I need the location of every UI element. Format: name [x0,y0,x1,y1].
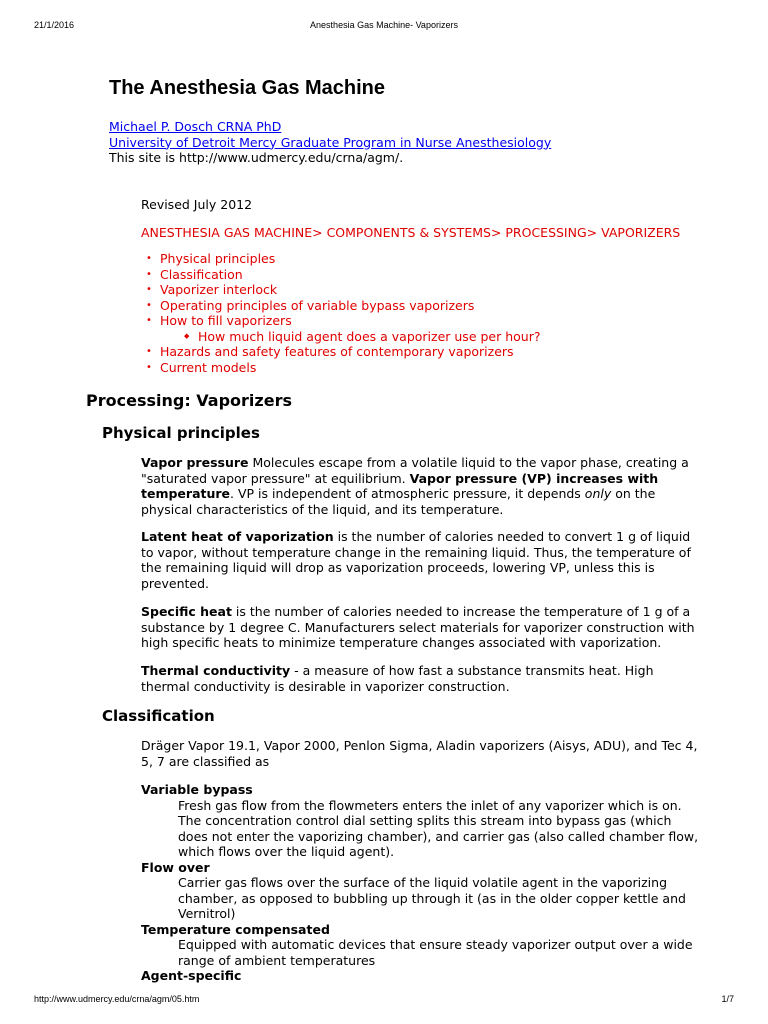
toc-item-hazards[interactable]: • Hazards and safety features of contemporary vaporizers [160,344,701,360]
term-specific-heat: Specific heat [141,604,232,619]
toc-item-label[interactable]: How to fill vaporizers [160,313,292,328]
term-flow-over: Flow over [141,859,210,875]
para-latent-heat [141,529,701,591]
bold-span: Vapor pressure (VP) increases with temperature [141,470,659,501]
term-thermal-conductivity: Thermal conductivity [141,663,291,678]
term-vapor-pressure: Vapor pressure [141,455,249,470]
toc-item-how-to-fill[interactable] [160,313,701,344]
revised-date: Revised July 2012 [141,197,253,212]
emphasis-span: only [584,486,612,501]
breadcrumb[interactable]: ANESTHESIA GAS MACHINE> COMPONENTS & SYSTEMS> PROCESSING> VAPORIZERS [141,224,681,240]
def-flow-over: Carrier gas flows over the surface of the liquid volatile agent in the vaporizing chamber, as opposed to bubbling up through it (as in the older copper kettle and Vernitrol) [178,875,686,921]
term-variable-bypass: Variable bypass [141,782,253,797]
para-vapor-pressure [141,455,701,517]
def-variable-bypass: Fresh gas flow from the flowmeters enters the inlet of any vaporizer which is on. The concentration control dial setting splits this stream into bypass gas (which does not enter the vaporizing chamber), and carrier gas (also called chamber flow, which flows over the liquid agent). [178,797,699,859]
toc-item-operating-principles[interactable]: • Operating principles of variable bypass vaporizers [160,298,701,314]
program-link[interactable]: University of Detroit Mercy Graduate Program in Nurse Anesthesiology [109,134,552,150]
toc-item-physical-principles[interactable]: • Physical principles [160,251,701,267]
intro-block [141,197,701,375]
toc-item-classification[interactable]: • Classification [160,267,701,283]
text-span: . VP is independent of atmospheric pressure, it depends [230,486,585,501]
term-temperature-compensated: Temperature compensated [141,921,330,937]
term-latent-heat: Latent heat of vaporization [141,529,334,544]
heading-physical-principles: Physical principles [102,424,260,442]
site-url-text: This site is http://www.udmercy.edu/crna/agm/. [109,150,404,165]
text-span: on the physical characteristics of the liquid, and its temperature. [141,486,656,517]
credits [109,119,551,166]
para-specific-heat [141,604,701,651]
toc-sublist [160,329,701,345]
def-temperature-compensated: Equipped with automatic devices that ensure steady vaporizer output over a wide range of ambient temperatures [178,937,693,968]
print-date: 21/1/2016 [34,20,75,30]
toc-item-vaporizer-interlock[interactable]: • Vaporizer interlock [160,282,701,298]
term-agent-specific: Agent-specific [141,968,242,983]
site-title: The Anesthesia Gas Machine [109,77,386,99]
author-link[interactable]: Michael P. Dosch CRNA PhD [109,119,282,134]
text-span: is the number of calories needed to convert 1 g of liquid to vapor, without temperature change in the remaining liquid. Thus, the temperature of the remaining liquid will drop as vaporization proceeds, lowering VP, unless this is prevented. [141,529,691,591]
print-url: http://www.udmercy.edu/crna/agm/05.htm [34,994,200,1004]
section-title: Processing: Vaporizers [86,391,292,410]
text-span: Molecules escape from a volatile liquid to the vapor phase, creating a "saturated vapor pressure" at equilibrium. [141,455,689,486]
para-thermal-conductivity [141,663,701,694]
text-span: - a measure of how fast a substance transmits heat. High thermal conductivity is desirable in vaporizer construction. [141,663,654,694]
print-title: Anesthesia Gas Machine- Vaporizers [310,20,458,30]
toc-item-current-models[interactable]: • Current models [160,360,701,376]
toc-subitem-liquid-agent-per-hour[interactable]: ◆ How much liquid agent does a vaporizer use per hour? [198,329,701,345]
heading-classification: Classification [102,707,215,725]
text-span: is the number of calories needed to increase the temperature of 1 g of a substance by 1 degree C. Manufacturers select materials for vaporizer construction with high specific heats to minimize temperature changes associated with vaporization. [141,604,695,650]
table-of-contents [141,251,701,375]
page-number: 1/7 [721,994,734,1004]
classification-intro: Dräger Vapor 19.1, Vapor 2000, Penlon Sigma, Aladin vaporizers (Aisys, ADU), and Tec 4, 5, 7 are classified as [141,738,698,769]
classification-list [141,782,701,984]
